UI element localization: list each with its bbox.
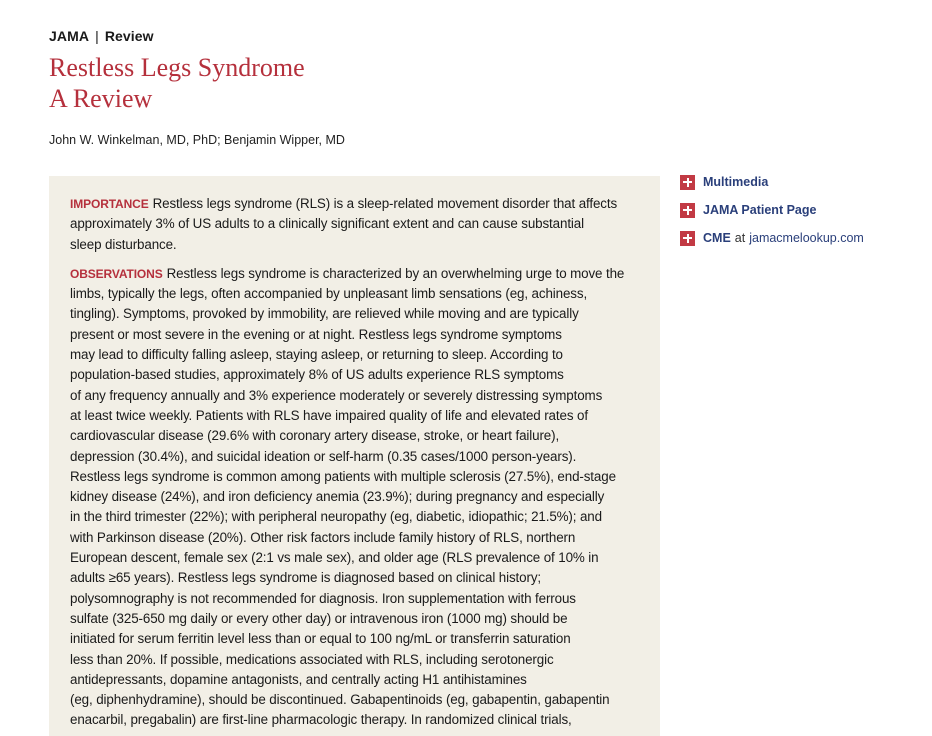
abstract-line: with Parkinson disease (20%). Other risk factors include family history of RLS, northern	[70, 529, 576, 545]
abstract-line: IMPORTANCE Restless legs syndrome (RLS) is a sleep-related movement disorder that affects	[70, 196, 618, 211]
abstract-box	[49, 176, 660, 736]
observations-paragraph	[70, 264, 644, 731]
abstract-line: approximately 3% of US adults to a clinically significant extent and can cause substantial	[70, 216, 584, 232]
article-title	[49, 52, 305, 114]
observations-heading: OBSERVATIONS	[70, 266, 163, 281]
abstract-line: sleep disturbance.	[70, 236, 177, 252]
article-type: Review	[104, 28, 154, 44]
plus-icon	[680, 175, 695, 190]
cme-label: CME	[703, 231, 731, 245]
abstract-line: limbs, typically the legs, often accompanied by unpleasant limb sensations (eg, achiness,	[70, 286, 588, 302]
cme-link[interactable]	[680, 228, 864, 248]
journal-name: JAMA	[49, 28, 90, 44]
abstract-line: in the third trimester (22%); with peripheral neuropathy (eg, diabetic, idiopathic; 21.5%); and	[70, 509, 602, 525]
patient-page-link[interactable]	[680, 200, 864, 220]
title-main: Restless Legs Syndrome	[49, 53, 305, 82]
plus-icon	[680, 231, 695, 246]
abstract-line: depression (30.4%), and suicidal ideation or self-harm (0.35 cases/1000 person-years).	[70, 448, 577, 464]
abstract-line: tingling). Symptoms, provoked by immobility, are relieved while moving and are typically	[70, 306, 579, 322]
abstract-line: Restless legs syndrome is common among patients with multiple sclerosis (27.5%), end-stage	[70, 468, 616, 484]
sidebar-links	[680, 172, 864, 256]
abstract-line: kidney disease (24%), and iron deficiency anemia (23.9%); during pregnancy and especially	[70, 489, 605, 505]
cme-at-text: at	[734, 231, 746, 245]
multimedia-label: Multimedia	[703, 175, 769, 189]
multimedia-link[interactable]	[680, 172, 864, 192]
abstract-line: population-based studies, approximately 8% of US adults experience RLS symptoms	[70, 367, 564, 383]
abstract-line: of any frequency annually and 3% experience moderately or severely distressing symptoms	[70, 387, 603, 403]
journal-header	[49, 28, 154, 44]
header-separator: |	[95, 28, 99, 44]
abstract-line: OBSERVATIONS Restless legs syndrome is characterized by an overwhelming urge to move the	[70, 265, 625, 281]
abstract-line: may lead to difficulty falling asleep, staying asleep, or returning to sleep. According to	[70, 347, 563, 363]
abstract-line: enacarbil, pregabalin) are first-line pharmacologic therapy. In randomized clinical trials,	[70, 712, 572, 728]
abstract-line: at least twice weekly. Patients with RLS have impaired quality of life and elevated rates of	[70, 407, 588, 423]
abstract-line: cardiovascular disease (29.6% with coronary artery disease, stroke, or heart failure),	[70, 428, 560, 444]
author-list: John W. Winkelman, MD, PhD; Benjamin Wipper, MD	[49, 133, 345, 147]
abstract-line: (eg, diphenhydramine), should be discontinued. Gabapentinoids (eg, gabapentin, gabapentin	[70, 692, 610, 708]
abstract-line: European descent, female sex (2:1 vs male sex), and older age (RLS prevalence of 10% in	[70, 550, 599, 566]
abstract-line: sulfate (325-650 mg daily or every other day) or intravenous iron (1000 mg) should be	[70, 610, 568, 626]
abstract-line: polysomnography is not recommended for diagnosis. Iron supplementation with ferrous	[70, 590, 576, 606]
abstract-line: adults ≥65 years). Restless legs syndrome is diagnosed based on clinical history;	[70, 570, 542, 586]
cme-url[interactable]: jamacmelookup.com	[749, 231, 864, 245]
patient-page-label: JAMA Patient Page	[703, 203, 817, 217]
title-subtitle: A Review	[49, 84, 153, 113]
abstract-line: initiated for serum ferritin level less than or equal to 100 ng/mL or transferrin saturation	[70, 631, 571, 647]
abstract-line: present or most severe in the evening or at night. Restless legs syndrome symptoms	[70, 326, 562, 342]
importance-paragraph	[70, 194, 644, 255]
plus-icon	[680, 203, 695, 218]
importance-heading: IMPORTANCE	[70, 197, 149, 211]
abstract-line: less than 20%. If possible, medications associated with RLS, including serotonergic	[70, 651, 554, 667]
abstract-line: antidepressants, dopamine antagonists, and centrally acting H1 antihistamines	[70, 671, 527, 687]
